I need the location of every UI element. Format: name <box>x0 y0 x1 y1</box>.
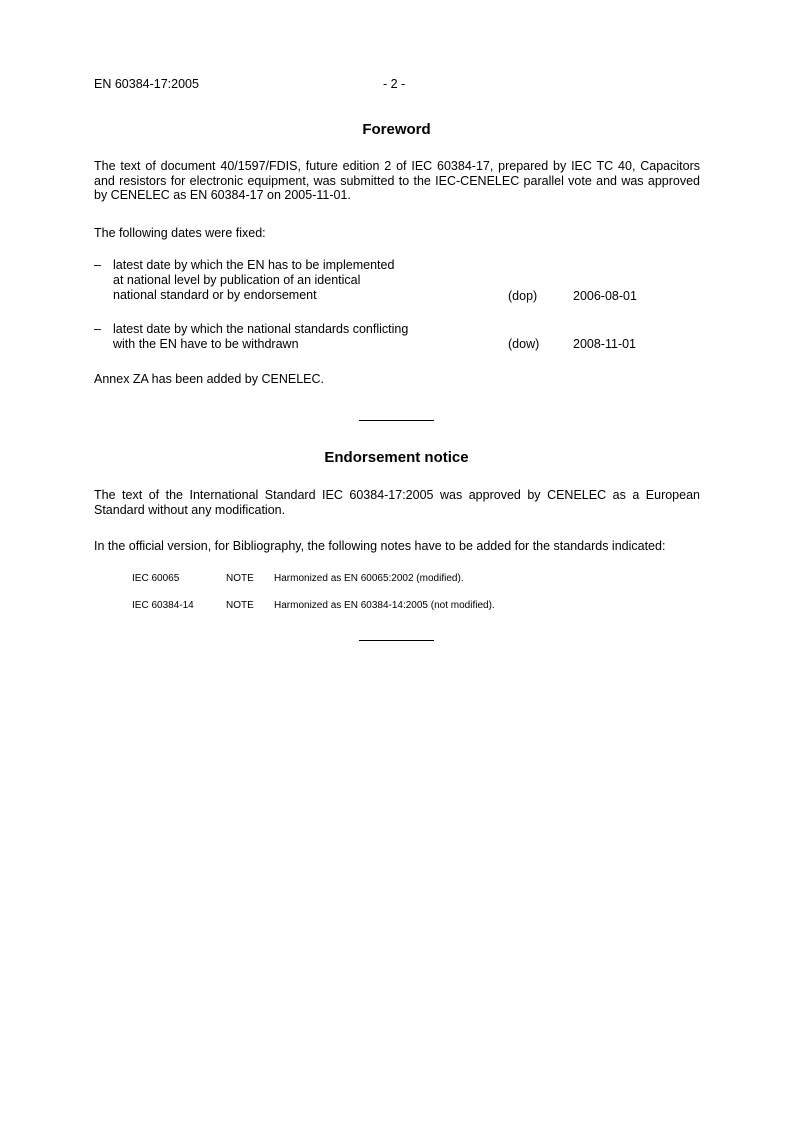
section-divider <box>359 420 434 421</box>
dow-bullet: – <box>94 322 101 336</box>
dow-line: latest date by which the national standards conflicting <box>113 322 409 336</box>
endorsement-heading: Endorsement notice <box>324 449 469 466</box>
document-id: EN 60384-17:2005 <box>94 77 199 91</box>
dop-description <box>113 258 493 303</box>
dop-bullet: – <box>94 258 101 272</box>
dop-line: latest date by which the EN has to be implemented <box>113 258 395 272</box>
note-standard: IEC 60384-14 <box>132 600 194 611</box>
dow-description <box>113 322 493 352</box>
foreword-heading: Foreword <box>362 121 431 138</box>
note-text: Harmonized as EN 60384-14:2005 (not modified). <box>274 600 495 611</box>
dop-line: national standard or by endorsement <box>113 288 317 302</box>
notes-intro: In the official version, for Bibliography, the following notes have to be added for the standards indicated: <box>94 539 666 553</box>
page-number: - 2 - <box>383 77 406 91</box>
dop-line: at national level by publication of an identical <box>113 273 361 287</box>
foreword-intro-paragraph: The text of document 40/1597/FDIS, future edition 2 of IEC 60384-17, prepared by IEC TC 40, Capacitors and resistors for electronic equipment, was submitted to the IEC-CENELEC parallel vote and was approved by CENELEC as EN 60384-17 on 2005-11-01. <box>94 159 700 202</box>
dow-line: with the EN have to be withdrawn <box>113 337 299 351</box>
endorsement-paragraph: The text of the International Standard IEC 60384-17:2005 was approved by CENELEC as a European Standard without any modification. <box>94 488 700 517</box>
annex-note: Annex ZA has been added by CENELEC. <box>94 372 325 386</box>
section-divider <box>359 640 434 641</box>
dow-date: 2008-11-01 <box>573 337 637 351</box>
dop-code: (dop) <box>508 289 538 303</box>
dow-code: (dow) <box>508 337 540 351</box>
note-text: Harmonized as EN 60065:2002 (modified). <box>274 573 464 584</box>
dates-intro: The following dates were fixed: <box>94 226 266 240</box>
note-standard: IEC 60065 <box>132 573 180 584</box>
dop-date: 2006-08-01 <box>573 289 637 303</box>
note-label: NOTE <box>226 600 254 611</box>
note-label: NOTE <box>226 573 254 584</box>
